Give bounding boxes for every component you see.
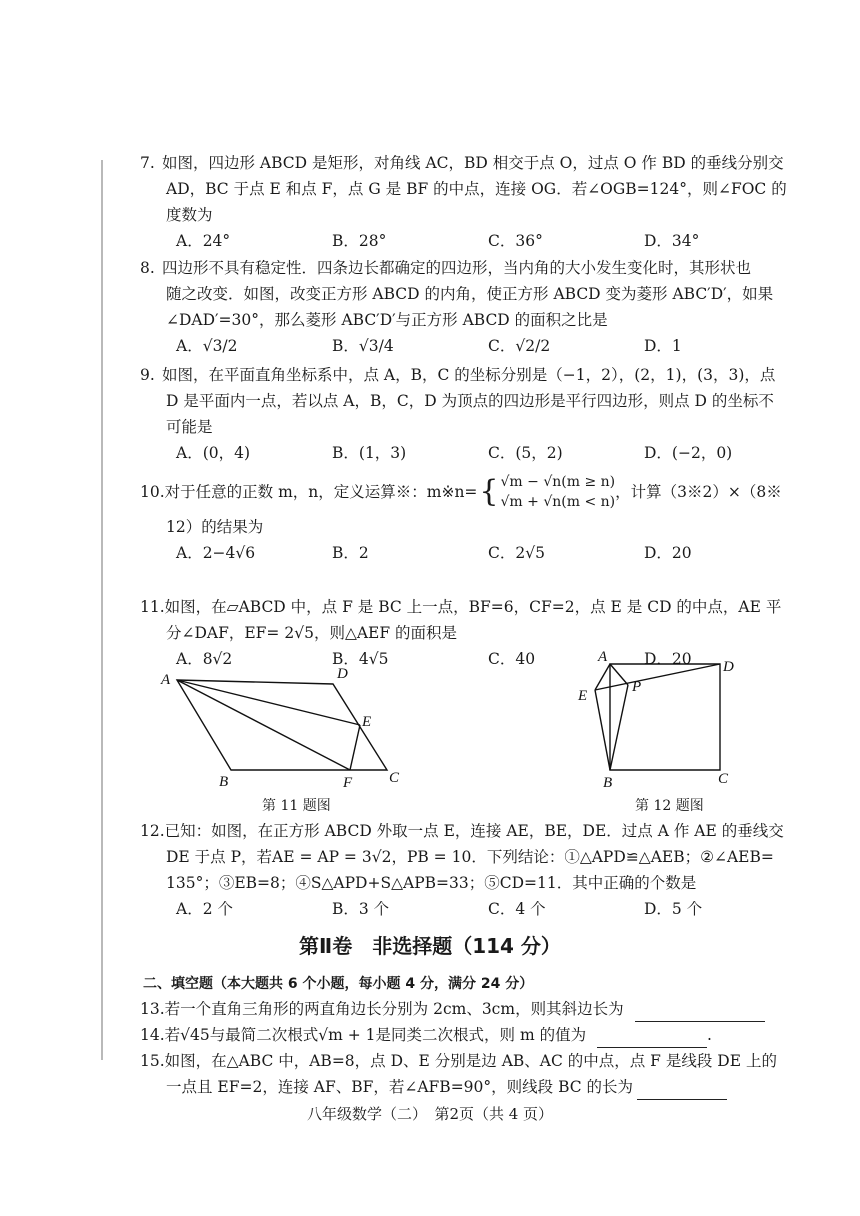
option-d: D．1	[644, 337, 682, 355]
case-ge: √m − √n(m ≥ n)	[500, 474, 616, 490]
options-row	[140, 440, 800, 466]
question-text: 135°；③EB=8；④S△APD+S△APB=33；⑤CD=11．其中正确的个数是	[166, 874, 697, 892]
option-b: B．√3/4	[332, 337, 394, 355]
label-c: C	[718, 771, 729, 787]
option-d: D．20	[644, 650, 692, 668]
question-text: 可能是	[166, 418, 213, 436]
question-9	[140, 362, 800, 466]
figure-12	[570, 645, 750, 790]
label-c: C	[389, 770, 400, 786]
label-a: A	[598, 649, 608, 665]
question-text: 若√45与最简二次根式√m + 1是同类二次根式，则 m 的值为	[164, 1026, 587, 1044]
option-d: D．(−2，0)	[644, 444, 733, 462]
option-c: C．2√5	[488, 544, 545, 562]
label-d: D	[723, 659, 734, 675]
segment-ae	[177, 680, 360, 725]
segment-af	[177, 680, 350, 770]
page-footer: 八年级数学（二） 第2页（共 4 页）	[306, 1105, 554, 1123]
question-14	[140, 1022, 800, 1048]
question-13	[140, 996, 800, 1022]
question-text: 对于任意的正数 m，n，定义运算※：m※n=	[164, 483, 478, 501]
label-e: E	[578, 688, 588, 704]
binding-margin-line	[101, 160, 103, 1060]
option-a: A．√3/2	[176, 337, 238, 355]
option-a: A．8√2	[176, 650, 233, 668]
question-text: 如图，在平面直角坐标系中，点 A，B，C 的坐标分别是（−1，2），(2，1)，(3，3)，点	[162, 366, 776, 384]
segment-pb	[610, 685, 628, 770]
question-number: 12.	[140, 822, 165, 840]
question-8	[140, 255, 800, 359]
label-b: B	[219, 774, 229, 790]
options-row	[140, 228, 800, 254]
question-number: 9.	[140, 366, 155, 384]
figure-12-caption: 第 12 题图	[635, 798, 704, 814]
section-title: 第Ⅱ卷 非选择题（114 分）	[299, 934, 561, 958]
question-number: 8.	[140, 259, 155, 277]
question-number: 14.	[140, 1026, 165, 1044]
option-c: C．36°	[488, 232, 543, 250]
segment-be	[595, 690, 610, 770]
option-c: C．4 个	[488, 900, 546, 918]
question-text: ∠DAD′=30°，那么菱形 ABC′D′与正方形 ABCD 的面积之比是	[166, 311, 608, 329]
question-text: 若一个直角三角形的两直角边长分别为 2cm、3cm，则其斜边长为	[164, 1000, 624, 1018]
answer-blank[interactable]	[597, 1031, 707, 1048]
question-text: 如图，四边形 ABCD 是矩形，对角线 AC，BD 相交于点 O，过点 O 作 BD 的垂线分别交	[162, 154, 784, 172]
question-text: D 是平面内一点，若以点 A，B，C，D 为顶点的四边形是平行四边形，则点 D 的坐标不	[166, 392, 774, 410]
question-number: 15.	[140, 1052, 165, 1070]
question-text: 度数为	[166, 206, 213, 224]
option-b: B．28°	[332, 232, 387, 250]
option-a: A．(0，4)	[176, 444, 251, 462]
figure-11-caption: 第 11 题图	[262, 798, 331, 814]
question-7	[140, 150, 800, 254]
option-a: A．2 个	[176, 900, 233, 918]
parallelogram-abcd	[177, 680, 387, 770]
question-number: 10.	[140, 483, 165, 501]
question-text: 随之改变．如图，改变正方形 ABCD 的内角，使正方形 ABCD 变为菱形 ABC′D′，如果	[166, 285, 774, 303]
question-text: AD，BC 于点 E 和点 F，点 G 是 BF 的中点，连接 OG．若∠OGB=124°，则∠FOC 的	[166, 180, 787, 198]
question-text: .	[707, 1026, 712, 1044]
option-d: D．20	[644, 544, 692, 562]
answer-blank[interactable]	[637, 1083, 727, 1100]
option-c: C．√2/2	[488, 337, 551, 355]
options-row	[140, 896, 800, 922]
section-subtitle: 二、填空题（本大题共 6 个小题，每小题 4 分，满分 24 分）	[143, 976, 534, 992]
option-a: A．24°	[176, 232, 231, 250]
question-text: 如图，在▱ABCD 中，点 F 是 BC 上一点，BF=6，CF=2，点 E 是 CD 的中点，AE 平	[164, 598, 782, 616]
option-b: B．(1，3)	[332, 444, 407, 462]
label-p: P	[632, 679, 642, 695]
label-b: B	[603, 775, 613, 790]
answer-blank[interactable]	[635, 1005, 765, 1022]
option-b: B．3 个	[332, 900, 390, 918]
options-row	[140, 333, 800, 359]
label-d: D	[337, 666, 348, 682]
question-text: 如图，在△ABC 中，AB=8，点 D、E 分别是边 AB、AC 的中点，点 F 是线段 DE 上的	[164, 1052, 777, 1070]
question-12	[140, 818, 800, 922]
segment-ap	[610, 664, 628, 685]
figure-11	[155, 660, 415, 790]
option-c: C．40	[488, 650, 536, 668]
question-text: ，计算（3※2）×（8※	[615, 483, 782, 501]
option-b: B．2	[332, 544, 369, 562]
label-f: F	[343, 775, 353, 790]
piecewise-definition	[501, 472, 616, 512]
options-row	[140, 540, 800, 566]
label-e: E	[362, 714, 372, 730]
option-d: D．34°	[644, 232, 700, 250]
case-lt: √m + √n(m < n)	[500, 494, 616, 510]
question-10	[140, 470, 800, 566]
question-number: 7.	[140, 154, 155, 172]
question-text: 一点且 EF=2，连接 AF、BF，若∠AFB=90°，则线段 BC 的长为	[166, 1078, 634, 1096]
option-a: A．2−4√6	[176, 544, 256, 562]
question-text: 分∠DAF，EF= 2√5，则△AEF 的面积是	[166, 624, 458, 642]
question-number: 13.	[140, 1000, 165, 1018]
question-number: 11.	[140, 598, 165, 616]
option-c: C．(5，2)	[488, 444, 563, 462]
question-text: DE 于点 P，若AE = AP = 3√2，PB = 10．下列结论：①△APD≌△AEB；②∠AEB=	[166, 848, 774, 866]
square-abcd	[610, 664, 720, 770]
question-text: 四边形不具有稳定性．四条边长都确定的四边形，当内角的大小发生变化时，其形状也	[162, 259, 752, 277]
brace-glyph: {	[479, 474, 499, 509]
segment-ae	[595, 664, 610, 690]
question-15	[140, 1048, 800, 1100]
option-d: D．5 个	[644, 900, 703, 918]
question-text: 已知：如图，在正方形 ABCD 外取一点 E，连接 AE，BE，DE．过点 A 作 AE 的垂线交	[164, 822, 784, 840]
option-b: B．4√5	[332, 650, 389, 668]
question-text: 12）的结果为	[166, 518, 264, 536]
label-a: A	[161, 672, 171, 688]
segment-ef	[350, 725, 360, 770]
